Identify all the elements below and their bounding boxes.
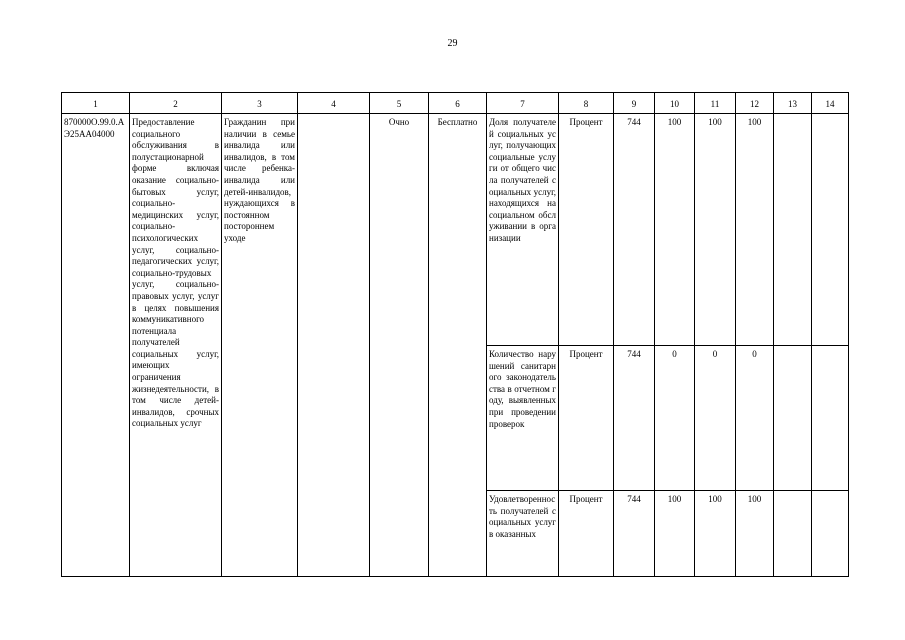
indicator-unit: Процент [559, 346, 614, 491]
indicator-name: Количество нарушений санитарного законодательства в отчетном году, выявленных при проведении проверок [487, 346, 559, 491]
value-col11: 100 [695, 114, 736, 346]
header-cell: 2 [130, 93, 222, 114]
indicator-unit: Процент [559, 114, 614, 346]
header-cell: 9 [614, 93, 655, 114]
header-cell: 7 [487, 93, 559, 114]
header-cell: 4 [298, 93, 370, 114]
value-col14 [812, 114, 849, 346]
header-cell: 1 [62, 93, 130, 114]
header-cell: 5 [370, 93, 429, 114]
service-description: Предоставление социального обслуживания в полустационарной форме включая оказание социально-бытовых услуг, социально-медицинских услуг, социально-психологических услуг, социально-педагогических услуг, социально-трудовых услуг, социально-правовых услуг, услуг в целях повышения коммуникативного потенциала получателей социальных услуг, имеющих ограничения жизнедеятельности, в том числе детей-инвалидов, срочных социальных услуг [130, 114, 222, 577]
table-row [62, 114, 849, 346]
column-4-cell [298, 114, 370, 577]
okei-code: 744 [614, 491, 655, 577]
header-cell: 8 [559, 93, 614, 114]
okei-code: 744 [614, 346, 655, 491]
value-col11: 0 [695, 346, 736, 491]
page-number: 29 [447, 38, 458, 49]
value-col10: 0 [655, 346, 695, 491]
indicator-name: Доля получателей социальных услуг, получающих социальные услуги от общего числа получателей социальных услуг, находящихся на социальном обслуживании в организации [487, 114, 559, 346]
header-cell: 12 [736, 93, 774, 114]
value-col14 [812, 491, 849, 577]
indicator-unit: Процент [559, 491, 614, 577]
value-col10: 100 [655, 114, 695, 346]
header-cell: 11 [695, 93, 736, 114]
value-col12: 100 [736, 114, 774, 346]
value-col12: 100 [736, 491, 774, 577]
header-cell: 10 [655, 93, 695, 114]
header-cell: 14 [812, 93, 849, 114]
service-form: Очно [370, 114, 429, 577]
okei-code: 744 [614, 114, 655, 346]
value-col10: 100 [655, 491, 695, 577]
header-cell: 6 [429, 93, 487, 114]
recipient-category: Гражданин при наличии в семье инвалида или инвалидов, в том числе ребенка-инвалида или детей-инвалидов, нуждающихся в постоянном постороннем уходе [222, 114, 298, 577]
indicator-table [61, 92, 849, 577]
indicator-name: Удовлетворенность получателей социальных услуг в оказанных [487, 491, 559, 577]
header-cell: 13 [774, 93, 812, 114]
value-col13 [774, 346, 812, 491]
payment-type: Бесплатно [429, 114, 487, 577]
value-col13 [774, 491, 812, 577]
header-row [62, 93, 849, 114]
header-cell: 3 [222, 93, 298, 114]
value-col14 [812, 346, 849, 491]
value-col13 [774, 114, 812, 346]
service-code: 870000О.99.0.АЭ25АА04000 [62, 114, 130, 577]
value-col11: 100 [695, 491, 736, 577]
value-col12: 0 [736, 346, 774, 491]
